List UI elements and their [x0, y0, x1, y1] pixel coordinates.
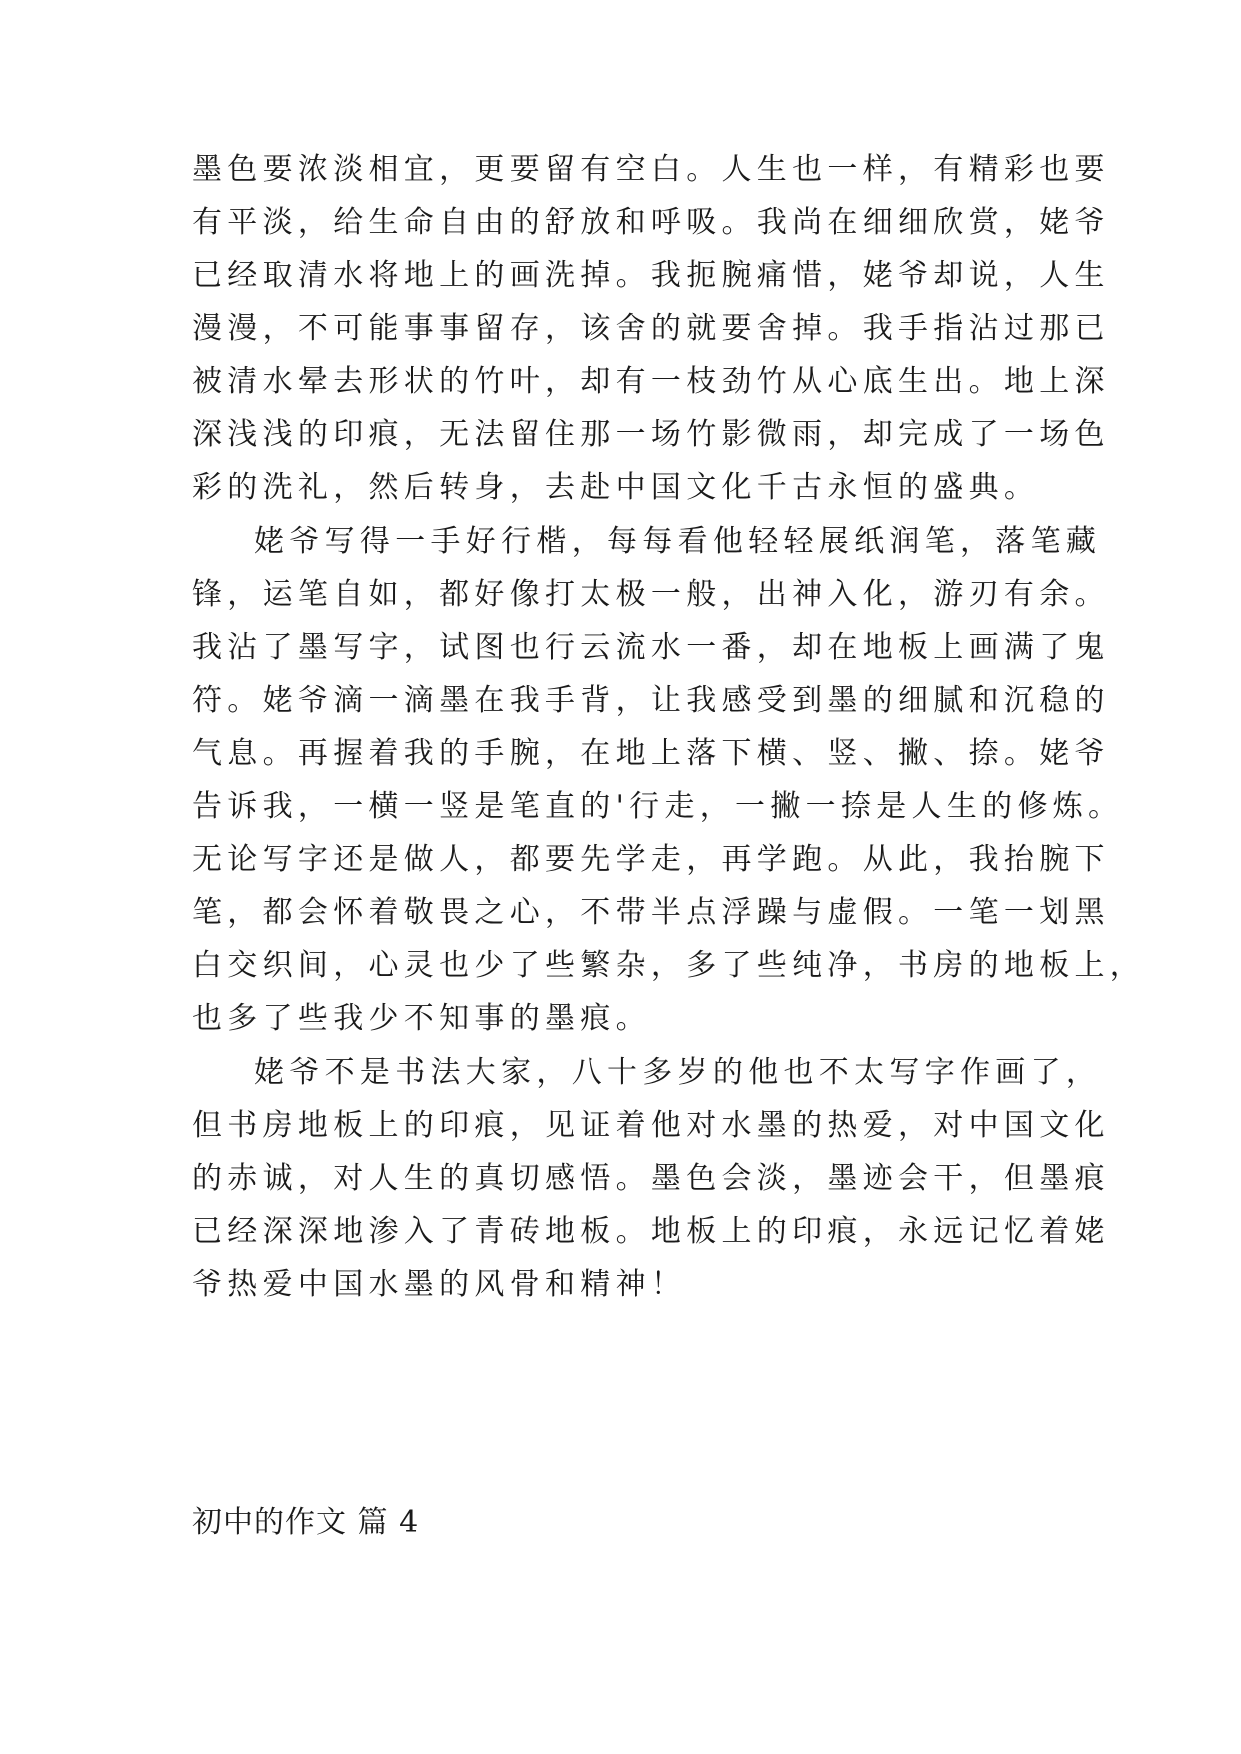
section-heading: 初中的作文 篇 4 — [192, 1505, 420, 1540]
paragraph-line: 白交织间，心灵也少了些繁杂，多了些纯净，书房的地板上， — [192, 948, 1146, 983]
paragraph-line: 有平淡，给生命自由的舒放和呼吸。我尚在细细欣赏，姥爷 — [192, 205, 1110, 240]
paragraph-line: 已经深深地渗入了青砖地板。地板上的印痕，永远记忆着姥 — [192, 1214, 1110, 1249]
paragraph-line: 被清水晕去形状的竹叶，却有一枝劲竹从心底生出。地上深 — [192, 364, 1110, 399]
paragraph-line: 深浅浅的印痕，无法留住那一场竹影微雨，却完成了一场色 — [192, 417, 1110, 452]
paragraph-line: 彩的洗礼，然后转身，去赴中国文化千古永恒的盛典。 — [192, 470, 1040, 505]
paragraph-line: 无论写字还是做人，都要先学走，再学跑。从此，我抬腕下 — [192, 842, 1110, 877]
paragraph-line: 笔，都会怀着敬畏之心，不带半点浮躁与虚假。一笔一划黑 — [192, 895, 1110, 930]
paragraph-line: 但书房地板上的印痕，见证着他对水墨的热爱，对中国文化 — [192, 1108, 1110, 1143]
paragraph-line: 漫漫，不可能事事留存，该舍的就要舍掉。我手指沾过那已 — [192, 311, 1110, 346]
paragraph-line: 墨色要浓淡相宜，更要留有空白。人生也一样，有精彩也要 — [192, 152, 1110, 187]
paragraph-line: 姥爷写得一手好行楷，每每看他轻轻展纸润笔，落笔藏 — [254, 524, 1102, 559]
paragraph-line: 告诉我，一横一竖是笔直的'行走，一撇一捺是人生的修炼。 — [192, 789, 1124, 824]
paragraph-line: 气息。再握着我的手腕，在地上落下横、竖、撇、捺。姥爷 — [192, 736, 1110, 771]
paragraph-line: 我沾了墨写字，试图也行云流水一番，却在地板上画满了鬼 — [192, 630, 1110, 665]
paragraph-line: 爷热爱中国水墨的风骨和精神！ — [192, 1267, 687, 1302]
paragraph-line: 姥爷不是书法大家，八十多岁的他也不太写字作画了， — [254, 1055, 1102, 1090]
paragraph-line: 已经取清水将地上的画洗掉。我扼腕痛惜，姥爷却说，人生 — [192, 258, 1110, 293]
paragraph-line: 符。姥爷滴一滴墨在我手背，让我感受到墨的细腻和沉稳的 — [192, 683, 1110, 718]
paragraph-line: 也多了些我少不知事的墨痕。 — [192, 1001, 651, 1036]
paragraph-line: 的赤诚，对人生的真切感悟。墨色会淡，墨迹会干，但墨痕 — [192, 1161, 1110, 1196]
paragraph-line: 锋，运笔自如，都好像打太极一般，出神入化，游刃有余。 — [192, 577, 1110, 612]
